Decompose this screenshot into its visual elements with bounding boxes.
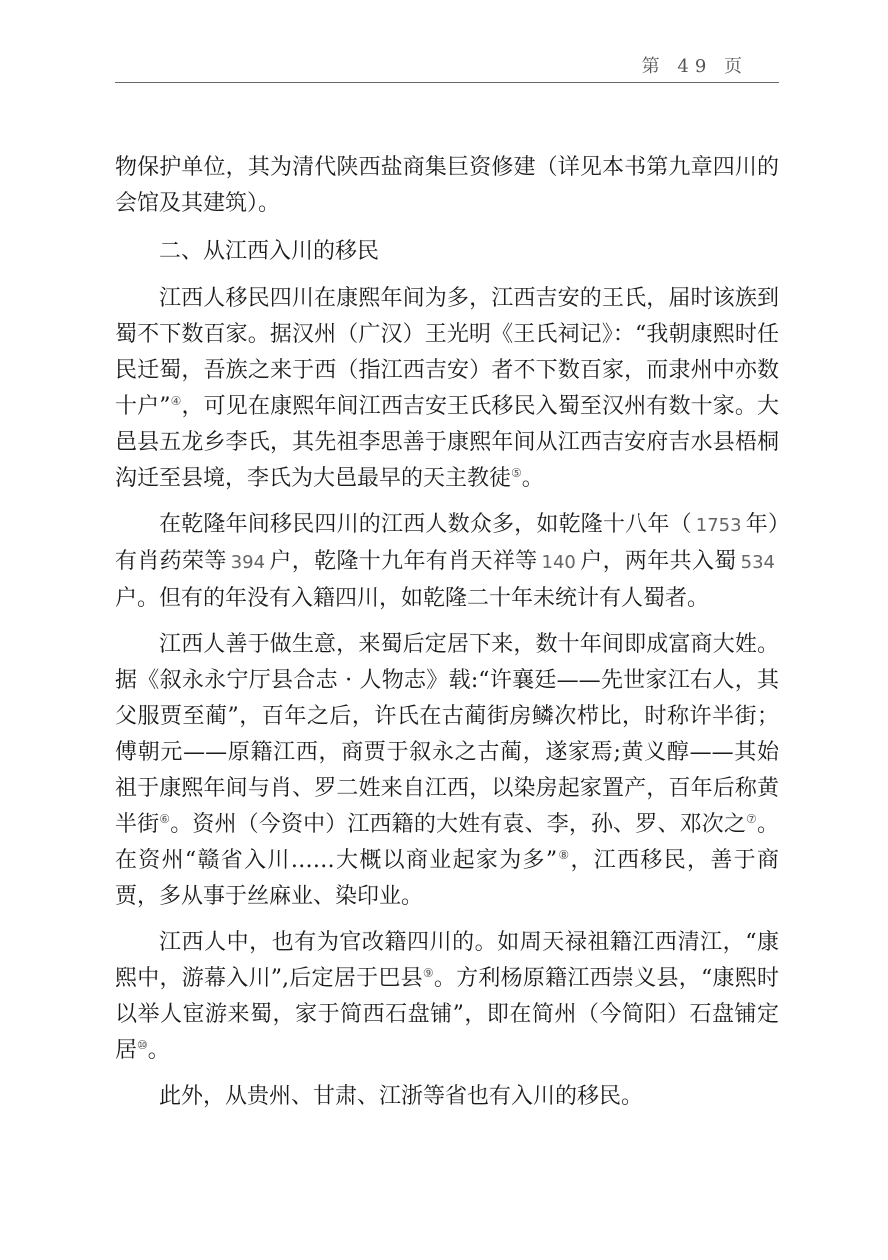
text-span: 江西人移民四川在康熙年间为多，江西吉安的王氏，届时该族到蜀不下数百家。据汉州（广汉）王光明《王氏祠记》：“我朝康熙时任民迁蜀，吾族之来于西（指江西吉安）者不下数百家，而隶州中亦数十户” — [115, 286, 779, 419]
footnote-marker[interactable]: ⑨ — [422, 966, 434, 980]
footnote-marker[interactable]: ⑤ — [511, 466, 522, 480]
text-span: 户，两年共入蜀 — [579, 549, 737, 574]
number-140: 140 — [541, 552, 576, 573]
text-span: 户，乾隆十九年有肖天祥等 — [269, 549, 538, 574]
paragraph-other-provinces: 此外，从贵州、甘肃、江浙等省也有入川的移民。 — [159, 1084, 644, 1109]
number-1753: 1753 — [695, 515, 742, 536]
number-394: 394 — [230, 552, 266, 573]
number-534: 534 — [740, 552, 775, 573]
footnote-marker[interactable]: ⑥ — [159, 812, 171, 826]
paragraph-qianlong — [115, 507, 779, 617]
text-span: 。方利杨原籍江西崇义县，“康熙时以举人宦游来蜀，家于简西石盘铺”，即在简州（今简阳）石盘铺定居 — [115, 966, 779, 1063]
document-body — [115, 150, 779, 1115]
footnote-marker[interactable]: ⑩ — [137, 1038, 148, 1052]
paragraph-officials — [115, 925, 779, 1069]
text-span: ，可见在康熙年间江西吉安王氏移民入蜀至汉州有数十家。大邑县五龙乡李氏，其先祖李思善于康熙年间从江西吉安府吉水县梧桐沟迁至县境，李氏为大邑最早的天主教徒 — [115, 394, 779, 491]
text-span: 江西人善于做生意，来蜀后定居下来，数十年间即成富商大姓。据《叙永永宁厅县合志 · 人物志》载:“许襄廷——先世家江右人，其父服贾至蔺”，百年之后，许氏在古蔺街房鳞次栉比，时称许半街；傅朝元——原籍江西，商贾于叙永之古蔺，遂家焉;黄义醇——其始祖于康熙年间与肖、罗二姓来自江西，以染房起家置产，百年后称黄半街 — [115, 632, 779, 837]
text-span: 年）有肖药荣等 — [115, 512, 779, 574]
page-number: 第 49 页 — [641, 56, 748, 77]
footnote-marker[interactable]: ④ — [170, 394, 182, 408]
text-span: ，江西移民，善于商贾，多从事于丝麻业、染印业。 — [115, 848, 779, 909]
footnote-marker[interactable]: ⑦ — [746, 812, 757, 826]
text-span: 在乾隆年间移民四川的江西人数众多，如乾隆十八年（ — [159, 512, 692, 537]
section-heading: 二、从江西入川的移民 — [159, 239, 380, 264]
text-span: 江西人中，也有为官改籍四川的。如周天禄祖籍江西清江，“康熙中，游幕入川”,后定居于巴县 — [115, 930, 779, 991]
header-divider — [115, 82, 779, 83]
text-span: 。在资州“赣省入川……大概以商业起家为多” — [115, 812, 779, 873]
text-span: 。资州（今资中）江西籍的大姓有袁、李，孙、罗、邓次之 — [170, 812, 747, 837]
text-span: 户。但有的年没有入籍四川，如乾隆二十年未统计有人蜀者。 — [115, 586, 710, 611]
text-span: 。 — [521, 466, 544, 491]
paragraph-jiangxi-kangxi — [115, 281, 779, 497]
paragraph-continued: 物保护单位，其为清代陕西盐商集巨资修建（详见本书第九章四川的会馆及其建筑）。 — [115, 155, 779, 216]
paragraph-merchants — [115, 627, 779, 915]
text-span: 。 — [147, 1038, 170, 1063]
footnote-marker[interactable]: ⑧ — [557, 848, 571, 862]
